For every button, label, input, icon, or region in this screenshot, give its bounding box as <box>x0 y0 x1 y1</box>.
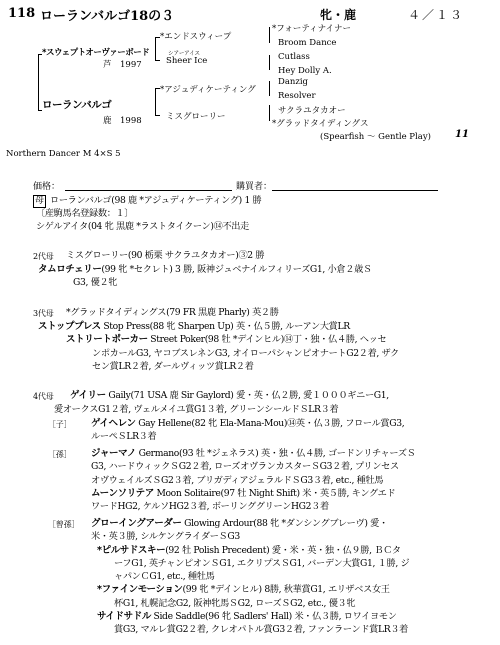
gen4-text-2: 愛オークスG1２着, ヴェルメイユ賞G1３着, グリーンシールドＳLR３着 <box>54 404 339 415</box>
dam-label: 母 <box>35 196 45 206</box>
gen3-record-3: ンポカールG3, ヤコブスレネンG3, オイローパシャンピオナートG2２着, ザク <box>92 347 399 359</box>
pilsudski-record-3: ャパンＣG1, etc., 種牡馬 <box>114 571 215 583</box>
sire-dam-name: Sheer Ice <box>166 56 208 66</box>
gen4-child <box>91 417 404 444</box>
horse-fine-motion: *ファインモーション <box>97 584 183 596</box>
dam-dam-sire: サクラユタカオー <box>278 106 346 116</box>
horse-side-saddle: サイドサドル <box>97 611 151 623</box>
sire-name: *スウェプトオーヴァーボード <box>42 48 150 58</box>
germano-record-2: G3, ハードウィックＳG2２着, ローズオヴランカスターＳG3２着, プリンセス <box>91 461 399 473</box>
moon-record-1: Moon Solitaire(97 牡 Night Shift) 米・英５勝, キングエド <box>156 487 396 499</box>
horse-stop-press: ストッププレス <box>38 321 101 332</box>
gen4-child-record-cont: ルーペＳLR３着 <box>91 431 157 443</box>
gen4-dam-line-cont <box>54 403 338 416</box>
gen3-record-4: セン賞LR２着, ダールヴィッツ賞LR２着 <box>92 360 254 372</box>
gen2-label: 2代母 <box>33 252 54 261</box>
horse-germano: ジャーマノ <box>91 448 137 459</box>
glowing-record-1: Glowing Ardour(88 牝 *ダンシングブレーヴ) 愛・ <box>184 518 388 529</box>
gen4-great-grand <box>91 517 409 637</box>
fine-record-1: (99 牝 *デインヒル) 8勝, 秋華賞G1, エリザベス女王 <box>182 584 390 596</box>
gen4-dam-line <box>70 389 389 402</box>
price-label: 価格： <box>33 182 61 192</box>
horse-name: ローランバルゴ18の３ <box>40 9 175 24</box>
horse-moon-solitaire: ムーンソリテア <box>91 487 154 499</box>
horse-tamuro-cherry: タムロチェリー <box>38 264 102 275</box>
dam-produce <box>36 207 249 234</box>
lot-number: 118 <box>8 6 36 21</box>
sire-color-year: 芦 1997 <box>103 60 142 70</box>
sire-dam-kana: シアーアイス <box>168 51 201 57</box>
gen3-record-1: Stop Press(88 牝 Sharpen Up) 英・仏５勝, ルーアン大賞LR <box>103 321 350 332</box>
dam-color-year: 鹿 1998 <box>103 116 142 126</box>
sire-sire-name: *エンドスウィープ <box>160 32 232 42</box>
gen4-child-record: Gay Hellene(82 牝 Ela-Mana-Mou)⑭英・仏３勝, フロール賞G3, <box>138 418 405 429</box>
buyer-blank <box>272 190 438 191</box>
gen2-record-cont: G3, 優２牝 <box>73 277 118 289</box>
gen4-label: 4代母 <box>33 392 54 401</box>
tag-grand: ［孫］ <box>48 450 72 459</box>
pilsudski-record-1: (92 牡 Polish Precedent) 愛・米・英・独・仏９勝, ＢＣタ <box>165 544 401 556</box>
dam-dam-dam: *グラッドタイディングス <box>272 119 369 129</box>
inbreeding: Northern Dancer M 4×S 5 <box>6 149 121 159</box>
sex-color: 牝・鹿 <box>320 8 357 22</box>
dam-name: ローランバルゴ <box>42 99 112 111</box>
gen2-text: ミスグローリー(90 栃栗 サクラユタカオー)③2 勝 <box>66 250 265 261</box>
gen2-produce <box>38 263 372 290</box>
dam-sire-sire: Danzig <box>278 77 308 87</box>
gen4-text-1: Gaily(71 USA 鹿 Sir Gaylord) 愛・英・仏２勝, 愛１０００ギニーG1, <box>108 390 389 401</box>
sire-sire-dam: Broom Dance <box>278 38 337 48</box>
birth-date: ４／１３ <box>408 8 465 22</box>
horse-gay-hellene: ゲイヘレン <box>91 418 136 429</box>
gen3-dam-line <box>66 306 279 319</box>
tag-great-grand: ［曾孫］ <box>48 520 80 529</box>
gen2-dam-line <box>66 249 264 262</box>
family-number: 11 <box>455 129 469 140</box>
sire-sire-sire: *フォーティナイナー <box>272 24 352 34</box>
horse-street-poker: ストリートポーカー <box>66 334 148 346</box>
sire-dam-sire: Cutlass <box>278 52 310 62</box>
family-note: (Spearfish ～ Gentle Play) <box>320 132 431 142</box>
side-record-1: Side Saddle(96 牝 Sadlers' Hall) 米・仏３勝, ロワイヨモン <box>153 611 397 623</box>
gen3-record-2: Street Poker(98 牡 *デインヒル)⑭丁・独・仏４勝, ヘッセ <box>150 334 387 346</box>
gen2-record: (99 牝 *セクレト) 3 勝, 阪神ジュベナイルフィリーズG1, 小倉２歳Ｓ <box>101 264 372 275</box>
gen3-text: *グラッドタイディングス(79 FR 黒鹿 Pharly) 英２勝 <box>66 307 279 318</box>
moon-record-2: ワードHG2, ケルソHG2３着, ボーリンググリーンHG2３着 <box>91 501 329 513</box>
pilsudski-record-2: ーフG1, 英チャンピオンＳG1, エクリプスＳG1, バーデン大賞G1, １勝, ジ <box>114 557 410 569</box>
produce-count: 〔産駒馬名登録数：１〕 <box>36 208 134 219</box>
gen4-grand <box>91 447 415 513</box>
sire-dam-dam: Hey Dolly A. <box>278 66 332 76</box>
dam-dam-name: ミスグローリー <box>166 112 226 122</box>
dam-sire-dam: Resolver <box>278 91 316 101</box>
dam-sire-name: *アジュディケーティング <box>160 85 256 95</box>
gen3-label: 3代母 <box>33 309 54 318</box>
horse-gaily: ゲイリー <box>70 390 106 401</box>
price-blank <box>65 190 232 191</box>
buyer-label: 購買者： <box>236 182 273 192</box>
horse-glowing-ardour: グローイングアーダー <box>91 518 182 529</box>
germano-record-1: Germano(93 牡 *ジェネラス) 英・独・仏４勝, ゴードンリチャーズＳ <box>138 448 416 459</box>
dam-section-text <box>50 194 261 207</box>
glowing-record-2: 米・英３勝, シルケングライダーＳG3 <box>91 531 240 543</box>
fine-record-2: 杯G1, 札幌記念G2, 阪神牝馬ＳG2, ローズＳG2, etc., 優３牝 <box>114 597 356 609</box>
germano-record-3: オヴウェイルズＳG2３着, ブリガディアジェラルドＳG3３着, etc., 種牡馬 <box>91 474 384 486</box>
dam-line: ローランバルゴ(98 鹿 *アジュディケーティング) 1 勝 <box>50 195 262 206</box>
gen3-produce <box>38 320 399 373</box>
tag-child: ［子］ <box>48 420 72 429</box>
side-record-2: 賞G3, マルレ賞G2２着, クレオパトル賞G3２着, ファンラーンド賞LR３着 <box>114 624 409 636</box>
produce-item: シゲルアイタ(04 牝 黒鹿 *ラストタイクーン)⑭不出走 <box>36 221 249 233</box>
horse-pilsudski: *ピルサドスキー <box>97 544 166 556</box>
